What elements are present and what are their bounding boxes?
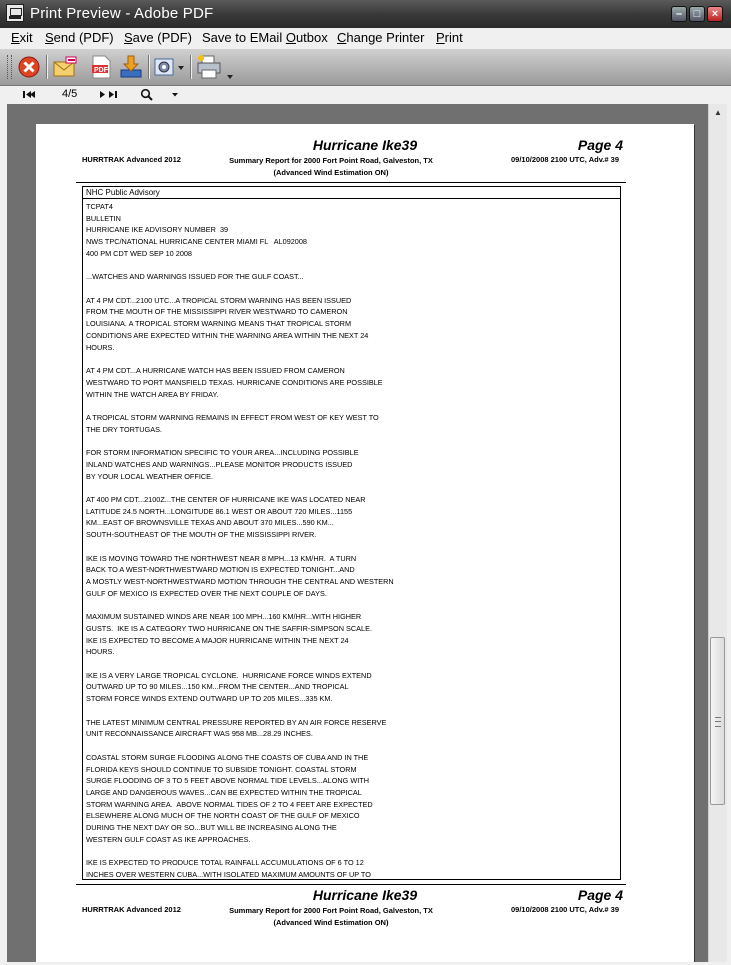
save-download-icon	[118, 54, 144, 80]
magnifier-icon	[140, 88, 154, 102]
save-pdf-button[interactable]	[88, 54, 114, 80]
printer-app-icon	[6, 4, 24, 22]
send-email-icon	[52, 54, 78, 80]
settings-dropdown-button[interactable]	[152, 54, 186, 80]
menu-send-pdf[interactable]: Send (PDF)	[45, 30, 114, 45]
preview-viewport[interactable]	[7, 104, 708, 962]
report-product: HURRTRAK Advanced 2012	[82, 905, 181, 914]
report-summary-line1: Summary Report for 2000 Fort Point Road, Galveston, TX	[229, 906, 433, 915]
report-product: HURRTRAK Advanced 2012	[82, 155, 181, 164]
report-page-number: Page 4	[577, 887, 623, 903]
report-header-repeat	[36, 887, 694, 939]
save-download-button[interactable]	[118, 54, 144, 80]
report-advisory-datetime: 09/10/2008 2100 UTC, Adv.# 39	[511, 155, 619, 164]
toolbar-separator	[190, 55, 192, 79]
close-window-button[interactable]: ×	[707, 6, 723, 22]
report-summary	[166, 905, 496, 929]
pdf-icon	[88, 54, 114, 80]
advisory-box	[82, 186, 621, 880]
advisory-text: TCPAT4 BULLETIN HURRICANE IKE ADVISORY NUMBER 39 NWS TPC/NATIONAL HURRICANE CENTER MIAMI FL AL092008 400 PM CDT WED SEP 10 2008 ...WATCHES AND WARNINGS ISSUED FOR THE GULF COAST... AT 4 PM CDT...2100 UTC...A TROPICAL STORM WARNING HAS BEEN ISSUED FROM THE MOUTH OF THE MISSISSIPPI RIVER WESTWARD TO CAMERON LOUISIANA. A TROPICAL STORM WARNING MEANS THAT TROPICAL STORM CONDITIONS ARE EXPECTED WITHIN THE WARNING AREA WITHIN THE NEXT 24 HOURS. AT 4 PM CDT...A HURRICANE WATCH HAS BEEN ISSUED FROM CAMERON WESTWARD TO PORT MANSFIELD TEXAS. HURRICANE CONDITIONS ARE POSSIBLE WITHIN THE WATCH AREA BY FRIDAY. A TROPICAL STORM WARNING REMAINS IN EFFECT FROM WEST OF KEY WEST TO THE DRY TORTUGAS. FOR STORM INFORMATION SPECIFIC TO YOUR AREA...INCLUDING POSSIBLE INLAND WATCHES AND WARNINGS...PLEASE MONITOR PRODUCTS ISSUED BY YOUR LOCAL WEATHER OFFICE. AT 400 PM CDT...2100Z...THE CENTER OF HURRICANE IKE WAS LOCATED NEAR LATITUDE 24.5 NORTH...LONGITUDE 86.1 WEST OR ABOUT 720 MILES...1155 KM...EAST OF BROWNSVILLE TEXAS AND ABOUT 370 MILES...590 KM... SOUTH-SOUTHEAST OF THE MOUTH OF THE MISSISSIPPI RIVER. IKE IS MOVING TOWARD THE NORTHWEST NEAR 8 MPH...13 KM/HR. A TURN BACK TO A WEST-NORTHWESTWARD MOTION IS EXPECTED TONIGHT...AND A MOSTLY WEST-NORTHWESTWARD MOTION THROUGH THE CENTRAL AND WESTERN GULF OF MEXICO IS EXPECTED OVER THE NEXT COUPLE OF DAYS. MAXIMUM SUSTAINED WINDS ARE NEAR 100 MPH...160 KM/HR...WITH HIGHER GUSTS. IKE IS A CATEGORY TWO HURRICANE ON THE SAFFIR-SIMPSON SCALE. IKE IS EXPECTED TO BECOME A MAJOR HURRICANE WITHIN THE NEXT 24 HOURS. IKE IS A VERY LARGE TROPICAL CYCLONE. HURRICANE FORCE WINDS EXTEND OUTWARD UP TO 90 MILES...150 KM...FROM THE CENTER...AND TROPICAL STORM FORCE WINDS EXTEND OUTWARD UP TO 205 MILES...335 KM. THE LATEST MINIMUM CENTRAL PRESSURE REPORTED BY AN AIR FORCE RESERVE UNIT RECONNAISSANCE AIRCRAFT WAS 958 MB...28.29 INCHES. COASTAL STORM SURGE FLOODING ALONG THE COASTS OF CUBA AND IN THE FLORIDA KEYS SHOULD CONTINUE TO SUBSIDE TONIGHT. COASTAL STORM SURGE FLOODING OF 3 TO 5 FEET ABOVE NORMAL TIDE LEVELS...ALONG WITH LARGE AND DANGEROUS WAVES...CAN BE EXPECTED WITHIN THE TROPICAL STORM WARNING AREA. ABOVE NORMAL TIDES OF 2 TO 4 FEET ARE EXPECTED ELSEWHERE ALONG MUCH OF THE NORTH COAST OF THE GULF OF MEXICO DURING THE NEXT DAY OR SO...BUT WILL BE INCREASING ALONG THE WESTERN GULF COAST AS IKE APPROACHES. IKE IS EXPECTED TO PRODUCE TOTAL RAINFALL ACCUMULATIONS OF 6 TO 12 INCHES OVER WESTERN CUBA...WITH ISOLATED MAXIMUM AMOUNTS OF UP TO	[86, 202, 394, 879]
vertical-scrollbar[interactable]	[708, 104, 727, 962]
window-title: Print Preview - Adobe PDF	[30, 5, 214, 22]
viewport-left-edge	[0, 104, 7, 962]
next-page-button[interactable]	[98, 88, 108, 103]
report-title: Hurricane Ike39	[312, 137, 418, 153]
menu-change-printer[interactable]: Change Printer	[337, 30, 425, 45]
report-summary-line2: (Advanced Wind Estimation ON)	[273, 168, 389, 177]
close-doc-button[interactable]	[16, 54, 42, 80]
footer-rule	[76, 884, 626, 885]
maximize-button[interactable]: □	[689, 6, 705, 22]
scroll-up-button[interactable]: ▲	[714, 108, 722, 117]
report-summary-line2: (Advanced Wind Estimation ON)	[273, 918, 389, 927]
zoom-dropdown[interactable]	[170, 88, 180, 103]
page-navigation-bar	[0, 86, 731, 104]
menu-save-email-outbox[interactable]: Save to EMail Outbox	[202, 30, 328, 45]
toolbar-separator	[46, 55, 48, 79]
menu-save-pdf[interactable]: Save (PDF)	[124, 30, 192, 45]
printer-icon	[195, 54, 235, 84]
menu-bar	[0, 28, 731, 50]
toolbar-grip[interactable]	[7, 55, 12, 79]
toolbar	[0, 49, 731, 86]
first-page-icon	[22, 88, 36, 100]
scroll-thumb[interactable]	[710, 637, 725, 805]
report-header	[36, 137, 694, 189]
report-page-number: Page 4	[577, 137, 623, 153]
last-page-button[interactable]	[108, 88, 120, 103]
header-rule	[76, 182, 626, 183]
report-title: Hurricane Ike39	[312, 887, 418, 903]
scroll-grip-icon	[715, 717, 721, 727]
advisory-title: NHC Public Advisory	[83, 187, 620, 199]
chevron-down-icon	[170, 88, 180, 100]
send-email-button[interactable]	[52, 54, 78, 80]
minimize-button[interactable]: –	[671, 6, 687, 22]
report-advisory-datetime: 09/10/2008 2100 UTC, Adv.# 39	[511, 905, 619, 914]
settings-icon	[152, 54, 186, 80]
title-bar	[0, 0, 731, 28]
last-page-icon	[108, 88, 120, 100]
toolbar-separator	[148, 55, 150, 79]
zoom-button[interactable]	[140, 88, 154, 105]
report-summary	[166, 155, 496, 179]
preview-page	[36, 124, 694, 962]
menu-print[interactable]: Print	[436, 30, 463, 45]
report-summary-line1: Summary Report for 2000 Fort Point Road, Galveston, TX	[229, 156, 433, 165]
page-indicator: 4/5	[62, 88, 78, 100]
menu-exit[interactable]: Exit	[11, 30, 33, 45]
print-dropdown-button[interactable]	[195, 54, 235, 80]
first-page-button[interactable]	[22, 88, 36, 103]
close-doc-icon	[16, 54, 42, 80]
svg-text:PDF: PDF	[94, 67, 108, 74]
next-page-icon	[98, 88, 108, 100]
